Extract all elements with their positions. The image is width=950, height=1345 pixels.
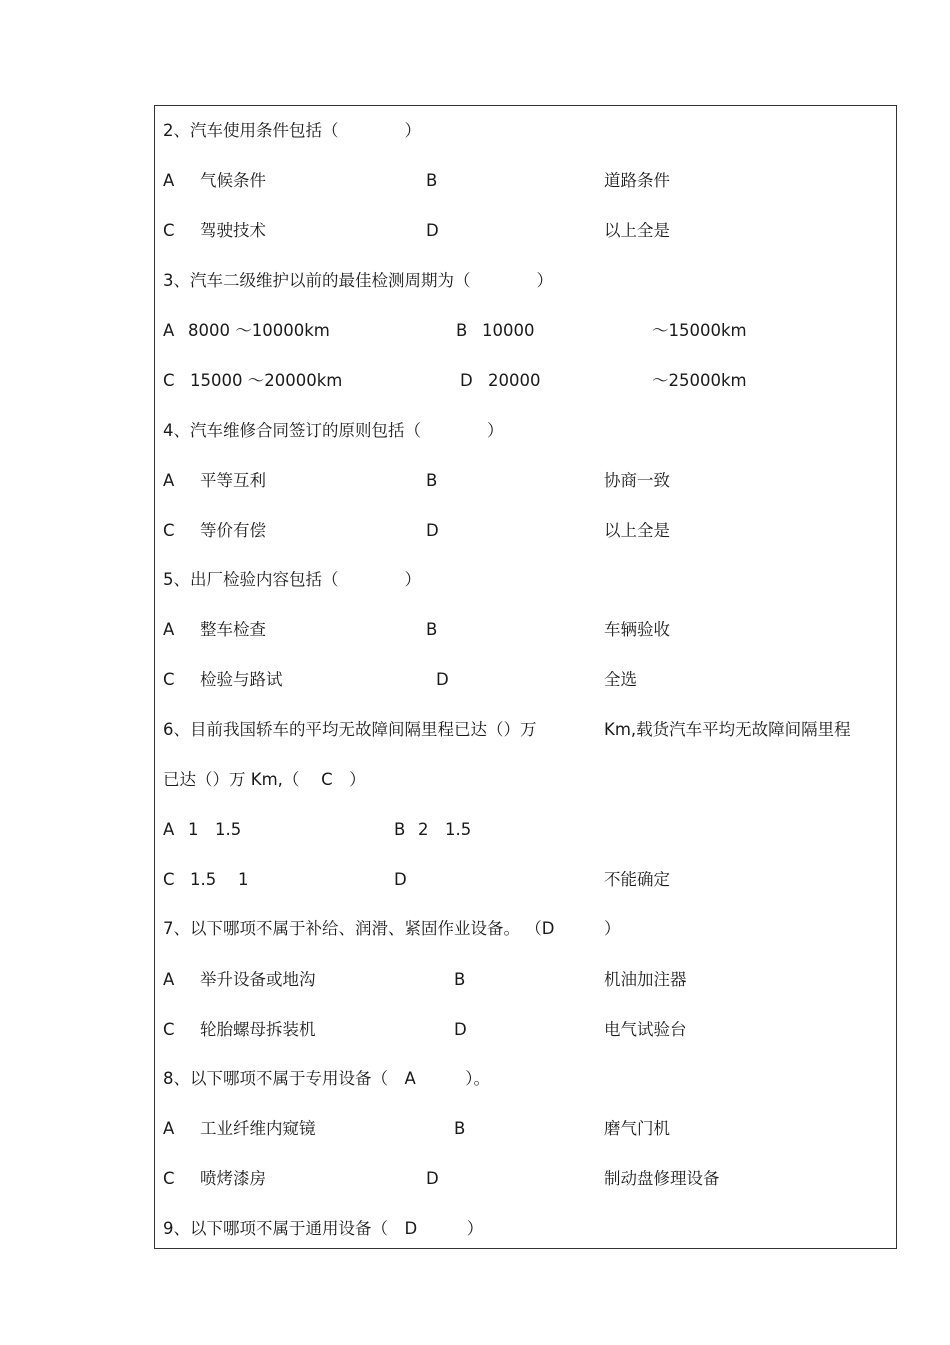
option-text: 轮胎螺母拆装机 bbox=[200, 1020, 316, 1039]
option-row bbox=[0, 368, 950, 394]
option-label: A bbox=[163, 1119, 175, 1138]
option-label: C bbox=[163, 221, 175, 240]
option-label: C bbox=[163, 521, 175, 540]
option-label: D bbox=[426, 521, 439, 540]
option-label: D bbox=[460, 371, 473, 390]
option-text: 工业纤维内窥镜 bbox=[200, 1119, 316, 1138]
question-6 bbox=[0, 717, 950, 743]
option-label: B bbox=[426, 471, 438, 490]
option-text: 驾驶技术 bbox=[200, 221, 266, 240]
option-text: 全选 bbox=[604, 670, 637, 689]
option-row bbox=[0, 1116, 950, 1142]
option-row bbox=[0, 967, 950, 993]
option-text: 车辆验收 bbox=[604, 620, 670, 639]
option-row bbox=[0, 667, 950, 693]
option-label: D bbox=[426, 221, 439, 240]
option-text: 不能确定 bbox=[604, 870, 670, 889]
option-text: 以上全是 bbox=[604, 521, 670, 540]
option-row bbox=[0, 867, 950, 893]
option-label: B bbox=[426, 171, 438, 190]
question-stem: 9、以下哪项不属于通用设备（ D ） bbox=[163, 1219, 484, 1238]
option-label: B bbox=[426, 620, 438, 639]
option-text: 磨气门机 bbox=[604, 1119, 670, 1138]
option-label: D bbox=[454, 1020, 467, 1039]
question-7 bbox=[0, 916, 950, 942]
option-text: 协商一致 bbox=[604, 471, 670, 490]
option-label: A bbox=[163, 620, 175, 639]
option-row bbox=[0, 1166, 950, 1192]
option-label: D bbox=[426, 1169, 439, 1188]
option-label: B bbox=[454, 970, 466, 989]
option-label: C bbox=[163, 870, 175, 889]
option-text: 机油加注器 bbox=[604, 970, 687, 989]
option-text: 等价有偿 bbox=[200, 521, 266, 540]
question-stem: 4、汽车维修合同签订的原则包括（ ） bbox=[163, 421, 504, 440]
option-text: 喷烤漆房 bbox=[200, 1169, 266, 1188]
question-4 bbox=[0, 418, 950, 444]
question-stem: 2、汽车使用条件包括（ ） bbox=[163, 121, 421, 140]
question-stem: 6、目前我国轿车的平均无故障间隔里程已达（）万 bbox=[163, 720, 537, 739]
option-label: D bbox=[436, 670, 449, 689]
question-stem: 7、以下哪项不属于补给、润滑、紧固作业设备。 （D ） bbox=[163, 919, 621, 938]
option-label: A bbox=[163, 820, 175, 839]
option-label: B bbox=[394, 820, 406, 839]
option-label: A bbox=[163, 471, 175, 490]
option-row bbox=[0, 617, 950, 643]
option-row bbox=[0, 518, 950, 544]
question-stem: 8、以下哪项不属于专用设备（ A ）。 bbox=[163, 1069, 491, 1088]
option-label: C bbox=[163, 1169, 175, 1188]
question-6-continued bbox=[0, 767, 950, 793]
option-label: C bbox=[163, 1020, 175, 1039]
option-text: 10000 bbox=[482, 321, 535, 340]
option-text: ～25000km bbox=[652, 371, 747, 390]
option-text: 制动盘修理设备 bbox=[604, 1169, 720, 1188]
option-label: D bbox=[394, 870, 407, 889]
option-text: 15000 ～20000km bbox=[190, 371, 343, 390]
option-text: 道路条件 bbox=[604, 171, 670, 190]
question-stem-continued: 已达（）万 Km,（ C ） bbox=[163, 770, 366, 789]
question-3 bbox=[0, 268, 950, 294]
option-text: 2 1.5 bbox=[418, 820, 472, 839]
option-text: 整车检查 bbox=[200, 620, 266, 639]
option-row bbox=[0, 218, 950, 244]
question-5 bbox=[0, 567, 950, 593]
option-text: 以上全是 bbox=[604, 221, 670, 240]
option-text: 20000 bbox=[488, 371, 541, 390]
option-text: 1.5 1 bbox=[190, 870, 249, 889]
option-row bbox=[0, 468, 950, 494]
option-text: 8000 ～10000km bbox=[188, 321, 330, 340]
question-9 bbox=[0, 1216, 950, 1242]
option-text: 检验与路试 bbox=[200, 670, 283, 689]
option-row bbox=[0, 817, 950, 843]
option-text: ～15000km bbox=[652, 321, 747, 340]
option-label: A bbox=[163, 970, 175, 989]
option-text: 举升设备或地沟 bbox=[200, 970, 316, 989]
question-2 bbox=[0, 118, 950, 144]
option-row bbox=[0, 318, 950, 344]
question-stem: 3、汽车二级维护以前的最佳检测周期为（ ） bbox=[163, 271, 553, 290]
option-text: 平等互利 bbox=[200, 471, 266, 490]
option-label: C bbox=[163, 670, 175, 689]
option-row bbox=[0, 1017, 950, 1043]
option-label: B bbox=[454, 1119, 466, 1138]
option-label: C bbox=[163, 371, 175, 390]
option-text: 1 1.5 bbox=[188, 820, 242, 839]
option-text: 气候条件 bbox=[200, 171, 266, 190]
question-stem: 5、出厂检验内容包括（ ） bbox=[163, 570, 421, 589]
question-stem-right: Km,载货汽车平均无故障间隔里程 bbox=[604, 720, 851, 739]
option-label: A bbox=[163, 321, 175, 340]
question-8 bbox=[0, 1066, 950, 1092]
option-row bbox=[0, 168, 950, 194]
option-text: 电气试验台 bbox=[604, 1020, 687, 1039]
option-label: B bbox=[456, 321, 468, 340]
option-label: A bbox=[163, 171, 175, 190]
